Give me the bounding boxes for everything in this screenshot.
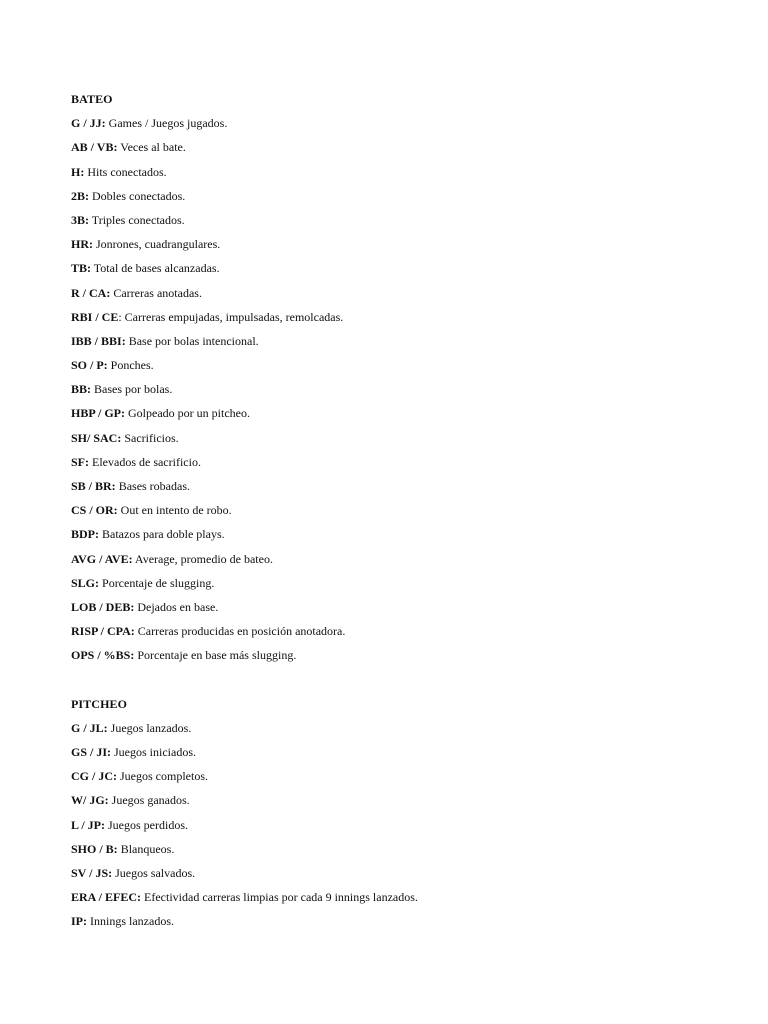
entry-description: Juegos iniciados.: [111, 745, 197, 760]
entry-term: IP:: [71, 914, 87, 929]
entry-term: BDP:: [71, 527, 99, 542]
glossary-entry: [71, 887, 721, 911]
entry-term: G / JL:: [71, 720, 108, 735]
entry-description: Hits conectados.: [84, 164, 167, 179]
entry-term: H:: [71, 164, 85, 179]
glossary-entry: [71, 428, 721, 452]
entry-description: Porcentaje en base más slugging.: [134, 648, 297, 663]
glossary-entry: [71, 355, 721, 379]
entry-term: SF:: [71, 454, 89, 469]
glossary-entry: [71, 524, 721, 548]
glossary-entry: [71, 500, 721, 524]
glossary-entry: [71, 452, 721, 476]
entry-description: : Carreras empujadas, impulsadas, remolcadas.: [118, 309, 344, 324]
glossary-entry: [71, 379, 721, 403]
glossary-entry: [71, 766, 721, 790]
entry-description: Juegos ganados.: [108, 793, 190, 808]
entry-term: LOB / DEB:: [71, 599, 135, 614]
entry-term: 2B:: [71, 188, 89, 203]
entry-term: 3B:: [71, 212, 89, 227]
glossary-entry: [71, 839, 721, 863]
entry-term: W/ JG:: [71, 793, 109, 808]
glossary-entry: [71, 258, 721, 282]
entry-term: HR:: [71, 237, 93, 252]
entry-description: Blanqueos.: [117, 841, 175, 856]
glossary-entry: [71, 113, 721, 137]
entry-description: Sacrificios.: [121, 430, 179, 445]
entry-term: SB / BR:: [71, 479, 116, 493]
glossary-entry: [71, 718, 721, 742]
entry-term: GS / JI:: [71, 745, 112, 760]
glossary-entry: [71, 815, 721, 839]
glossary-entry: [71, 645, 721, 669]
entry-term: SO / P:: [71, 358, 108, 373]
entry-term: CS / OR:: [71, 503, 118, 518]
entry-term: TB:: [71, 261, 92, 276]
entry-term: BB:: [71, 382, 92, 397]
glossary-entry: [71, 137, 721, 161]
entry-term: AB / VB:: [71, 140, 118, 155]
entry-term: SLG:: [71, 575, 100, 590]
glossary-entry: [71, 476, 721, 500]
entry-description: Dejados en base.: [134, 599, 219, 614]
entry-description: Carreras anotadas.: [110, 285, 202, 300]
glossary-entry: [71, 621, 721, 645]
entry-description: Veces al bate.: [117, 140, 186, 155]
entry-description: Bases robadas.: [115, 479, 191, 493]
entry-description: Porcentaje de slugging.: [99, 575, 215, 590]
entry-description: Jonrones, cuadrangulares.: [93, 237, 221, 252]
glossary-entry: [71, 283, 721, 307]
entry-term: IBB / BBI:: [71, 333, 126, 348]
entry-term: ERA / EFEC:: [71, 890, 142, 905]
section-title: PITCHEO: [71, 696, 128, 711]
entry-description: Out en intento de robo.: [117, 503, 232, 518]
glossary-entry: [71, 573, 721, 597]
glossary-entry: [71, 162, 721, 186]
section-title: BATEO: [71, 92, 113, 106]
glossary-entry: [71, 234, 721, 258]
entry-description: Juegos salvados.: [112, 866, 196, 880]
glossary-entry: [71, 307, 721, 331]
glossary-entry: [71, 790, 721, 814]
entry-description: Efectividad carreras limpias por cada 9 innings lanzados.: [141, 890, 418, 905]
entry-term: R / CA:: [71, 285, 111, 300]
entry-description: Juegos lanzados.: [107, 720, 192, 735]
glossary-entry: [71, 186, 721, 210]
entry-term: OPS / %BS:: [71, 648, 135, 663]
document-body: [71, 89, 721, 936]
glossary-entry: [71, 210, 721, 234]
entry-description: Average, promedio de bateo.: [132, 551, 273, 566]
entry-term: RISP / CPA:: [71, 624, 135, 639]
entry-term: G / JJ:: [71, 116, 106, 131]
entry-description: Juegos completos.: [117, 769, 208, 784]
entry-term: L / JP:: [71, 817, 106, 832]
glossary-entry: [71, 597, 721, 621]
entry-term: SV / JS:: [71, 866, 113, 880]
glossary-entry: [71, 331, 721, 355]
entry-description: Juegos perdidos.: [105, 817, 189, 832]
entry-term: AVG / AVE:: [71, 551, 133, 566]
entry-description: Elevados de sacrificio.: [89, 454, 201, 469]
entry-description: Total de bases alcanzadas.: [91, 261, 220, 276]
entry-description: Bases por bolas.: [91, 382, 173, 397]
glossary-entry: [71, 863, 721, 887]
entry-description: Games / Juegos jugados.: [105, 116, 228, 131]
glossary-entry: [71, 911, 721, 935]
entry-term: SH/ SAC:: [71, 430, 122, 445]
section-spacer: [71, 670, 721, 694]
entry-description: Batazos para doble plays.: [99, 527, 225, 542]
entry-description: Base por bolas intencional.: [125, 333, 259, 348]
entry-description: Triples conectados.: [89, 212, 185, 227]
entry-term: SHO / B:: [71, 841, 118, 856]
entry-description: Ponches.: [107, 358, 154, 373]
entry-description: Innings lanzados.: [87, 914, 174, 929]
glossary-entry: [71, 549, 721, 573]
entry-term: HBP / GP:: [71, 406, 125, 421]
entry-description: Carreras producidas en posición anotadora.: [134, 624, 346, 639]
entry-term: RBI / CE: [71, 309, 119, 324]
glossary-entry: [71, 742, 721, 766]
entry-description: Dobles conectados.: [89, 188, 186, 203]
glossary-entry: [71, 403, 721, 427]
entry-description: Golpeado por un pitcheo.: [125, 406, 250, 421]
entry-term: CG / JC:: [71, 769, 117, 784]
